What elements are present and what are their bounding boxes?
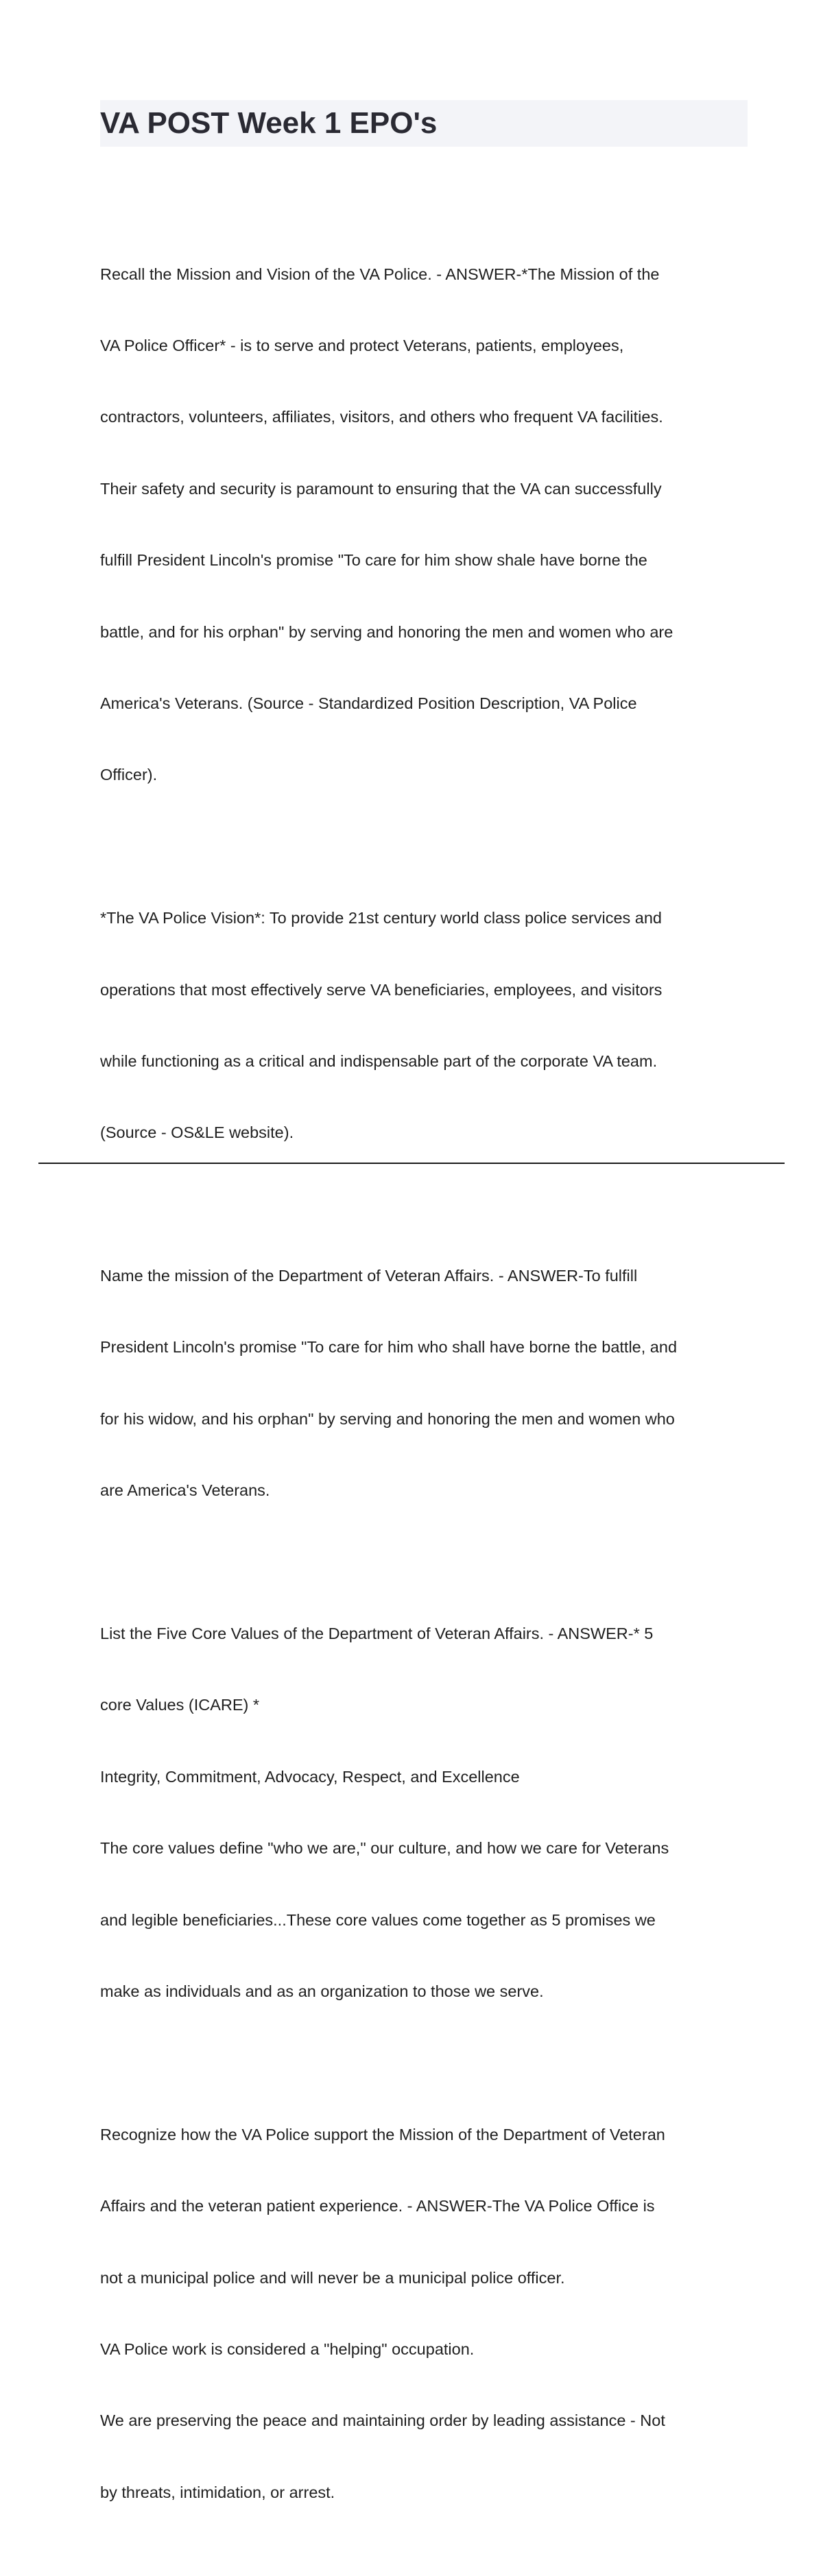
text-line: America's Veterans. (Source - Standardized Position Description, VA Police xyxy=(100,694,637,712)
paragraph-va-mission xyxy=(100,1216,748,1550)
text-line: We are preserving the peace and maintaining order by leading assistance - Not xyxy=(100,2411,665,2430)
text-line: Name the mission of the Department of Veteran Affairs. - ANSWER-To fulfill xyxy=(100,1267,638,1285)
title-block xyxy=(100,100,748,147)
text-line: battle, and for his orphan" by serving and honoring the men and women who are xyxy=(100,622,673,641)
text-line: Integrity, Commitment, Advocacy, Respect, and Excellence xyxy=(100,1767,520,1786)
document-body xyxy=(100,215,748,2576)
text-line: make as individuals and as an organization to those we serve. xyxy=(100,1982,544,2000)
text-line: VA Police work is considered a "helping" occupation. xyxy=(100,2340,475,2358)
text-line: (Source - OS&LE website). xyxy=(100,1123,294,1142)
text-line: President Lincoln's promise "To care for him who shall have borne the battle, and xyxy=(100,1338,678,1357)
paragraph-core-values xyxy=(100,1574,748,2051)
text-line: while functioning as a critical and indispensable part of the corporate VA team. xyxy=(100,1052,658,1070)
text-line: and legible beneficiaries...These core values come together as 5 promises we xyxy=(100,1910,656,1929)
text-line: are America's Veterans. xyxy=(100,1481,270,1500)
text-line: List the Five Core Values of the Department of Veteran Affairs. - ANSWER-* 5 xyxy=(100,1625,654,1643)
text-line: Recall the Mission and Vision of the VA Police. - ANSWER-*The Mission of the xyxy=(100,265,660,283)
footer-divider xyxy=(38,1163,785,1164)
text-line: by threats, intimidation, or arrest. xyxy=(100,2483,335,2501)
document-title: VA POST Week 1 EPO's xyxy=(100,106,438,140)
text-line: Their safety and security is paramount to ensuring that the VA can successfully xyxy=(100,479,662,498)
paragraph-police-support xyxy=(100,2075,748,2552)
text-line: Affairs and the veteran patient experience. - ANSWER-The VA Police Office is xyxy=(100,2197,655,2215)
text-line: not a municipal police and will never be a municipal police officer. xyxy=(100,2268,565,2287)
text-line: fulfill President Lincoln's promise "To care for him show shale have borne the xyxy=(100,551,647,570)
paragraph-mission-vision xyxy=(100,215,748,835)
text-line: operations that most effectively serve VA beneficiaries, employees, and visitors xyxy=(100,980,663,999)
text-line: for his widow, and his orphan" by serving and honoring the men and women who xyxy=(100,1409,675,1428)
text-line: Recognize how the VA Police support the Mission of the Department of Veteran xyxy=(100,2125,665,2143)
text-line: Officer). xyxy=(100,766,158,784)
text-line: core Values (ICARE) * xyxy=(100,1696,260,1714)
text-line: contractors, volunteers, affiliates, visitors, and others who frequent VA facilities. xyxy=(100,408,663,426)
paragraph-police-vision xyxy=(100,859,748,1193)
text-line: *The VA Police Vision*: To provide 21st century world class police services and xyxy=(100,909,663,927)
text-line: VA Police Officer* - is to serve and protect Veterans, patients, employees, xyxy=(100,336,624,354)
text-line: The core values define "who we are," our culture, and how we care for Veterans xyxy=(100,1839,669,1858)
